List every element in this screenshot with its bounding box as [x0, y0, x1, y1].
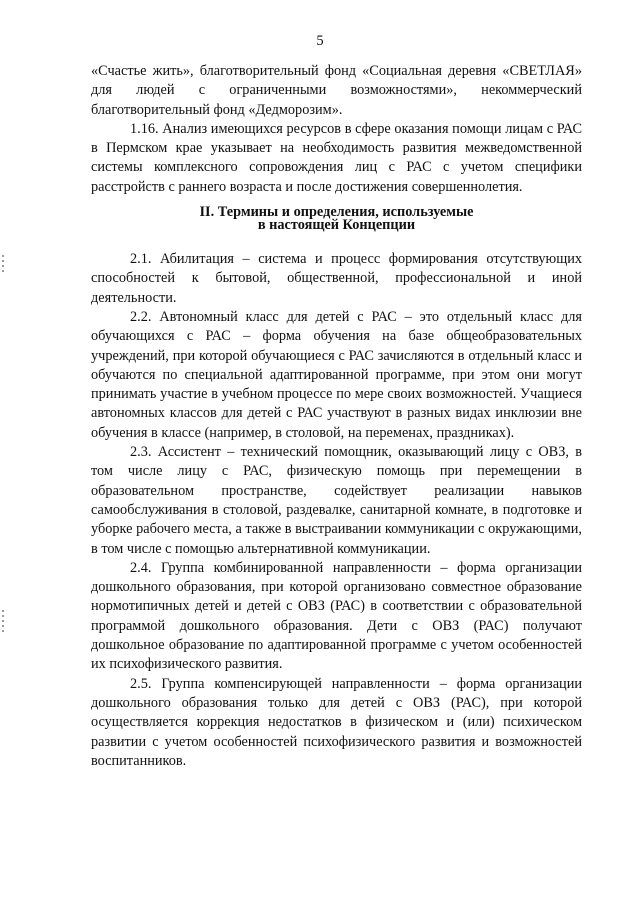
- paragraph-1-16: 1.16. Анализ имеющихся ресурсов в сфере оказания помощи лицам с РАС в Пермском крае указывает на необходимость развития межведомственной системы комплексного сопровождения лиц с РАС с учетом специфики расстройств с раннего возраста и после достижения совершеннолетия.: [91, 120, 582, 195]
- page-number: 5: [316, 33, 324, 49]
- scan-edge-mark: [2, 610, 4, 634]
- section-heading-line-1: II. Термины и определения, используемые: [199, 204, 474, 221]
- definition-2-1: 2.1. Абилитация – система и процесс формирования отсутствующих способностей к бытовой, общественной, профессиональной и иной деятельности.: [91, 251, 582, 306]
- scan-edge-mark: [2, 255, 4, 275]
- definition-2-3: 2.3. Ассистент – технический помощник, оказывающий лицу с ОВЗ, в том числе лицу с РАС, физическую помощь при перемещении в образовательном пространстве, содействует реализации навыков самообслуживания в столовой, раздевалке, санитарной комнате, в подготовке и уборке рабочего места, а также в выстраивании коммуникации с окружающими, в том числе с помощью альтернативной коммуникации.: [91, 444, 582, 557]
- section-heading: [91, 206, 582, 232]
- definition-2-5: 2.5. Группа компенсирующей направленности – форма организации дошкольного образования только для детей с ОВЗ (РАС), при которой осуществляется коррекция недостатков в физическом и (или) психическом развитии с учетом особенностей психофизического развития и возможностей воспитанников.: [91, 675, 582, 769]
- section-heading-line-2: в настоящей Концепции: [257, 217, 416, 234]
- definition-2-4: 2.4. Группа комбинированной направленности – форма организации дошкольного образования, при которой организовано совместное образование нормотипичных детей и детей с ОВЗ (РАС) в соответствии с образовательной программой дошкольного образования. Дети с ОВЗ (РАС) получают дошкольное образование по адаптированной программе с учетом особенностей их психофизического развития.: [91, 559, 582, 673]
- document-body: [91, 62, 582, 771]
- definition-2-2: 2.2. Автономный класс для детей с РАС – это отдельный класс для обучающихся с РАС – форма обучения на базе общеобразовательных учреждений, при которой обучающиеся с РАС зачисляются в отдельный класс и обучаются по специальной адаптированной программе, при этом они могут принимать участие в учебном процессе по мере своих возможностей. Учащиеся автономных классов для детей с РАС участвуют в разных видах инклюзии вне обучения в классе (например, в столовой, на переменах, праздниках).: [91, 308, 582, 441]
- paragraph-funds-list: «Счастье жить», благотворительный фонд «Социальная деревня «СВЕТЛАЯ» для людей с ограниченными возможностями», некоммерческий благотворительный фонд «Дедморозим».: [91, 63, 582, 118]
